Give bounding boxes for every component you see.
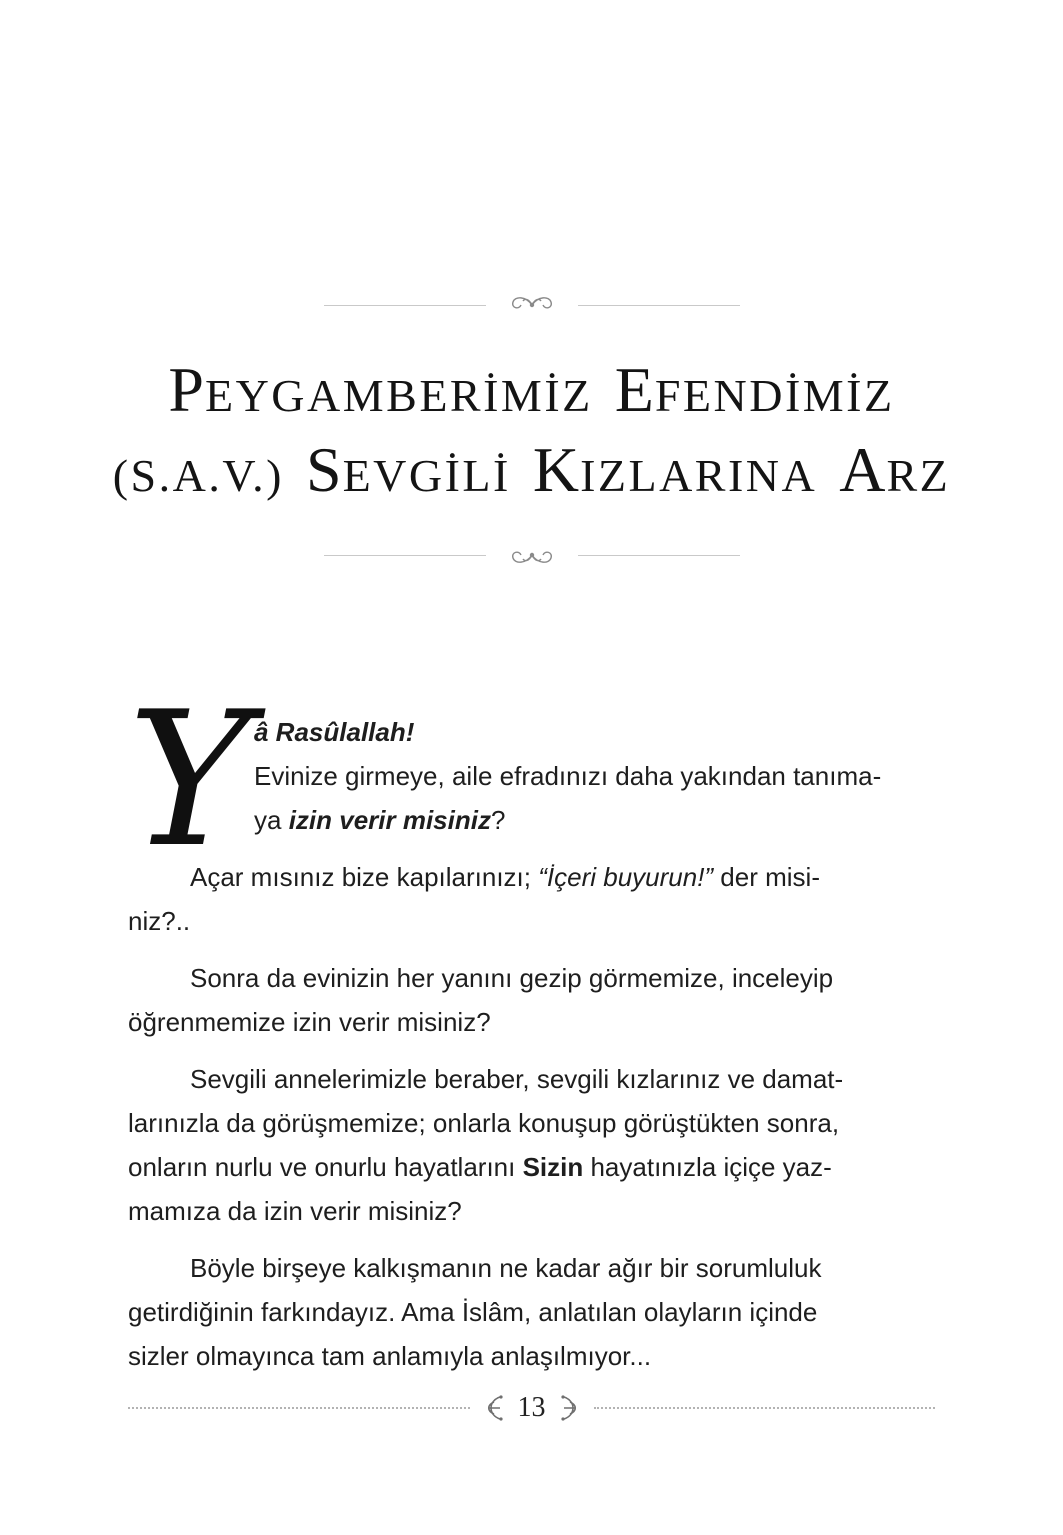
text-run: Sonra da evinizin her yanını gezip görmemize, inceleyip [190, 963, 834, 993]
title-line-1 [0, 354, 1063, 425]
text-run: hayatınızla içiçe yaz- [583, 1152, 832, 1182]
text-run: â Rasûlallah! [254, 717, 415, 747]
text-run: Böyle birşeye kalkışmanın ne kadar ağır bir sorumluluk [190, 1253, 822, 1283]
text-run: mamıza da izin verir misiniz? [128, 1196, 462, 1226]
paragraph [128, 1246, 938, 1378]
rule-line-left [324, 305, 486, 306]
title-word: SEVGİLİ [305, 434, 511, 505]
chapter-header [0, 294, 1063, 566]
title-line-2 [0, 434, 1063, 505]
rule-line-right [578, 305, 740, 306]
text-run: sizler olmayınca tam anlamıyla anlaşılmıyor... [128, 1341, 652, 1371]
page-footer [128, 1392, 935, 1424]
title-word: PEYGAMBERİMİZ [168, 354, 593, 425]
text-run: Sevgili annelerimizle beraber, sevgili kızlarınız ve damat- [190, 1064, 844, 1094]
header-rule-bottom [0, 544, 1063, 566]
drop-cap: Y [128, 671, 251, 888]
scroll-ornament-icon [492, 544, 572, 566]
rule-line-left [324, 555, 486, 556]
footer-dotted-line-left [128, 1407, 470, 1409]
title-word: EFENDİMİZ [614, 354, 895, 425]
paragraph [128, 1057, 938, 1233]
text-run: Açar mısınız bize kapılarınızı; [190, 862, 539, 892]
text-run: izin verir misiniz [288, 805, 491, 835]
text-run: ? [490, 805, 506, 835]
text-run: Sizin [522, 1152, 584, 1182]
footer-ornament-left-icon [478, 1393, 506, 1423]
text-run: öğrenmemize izin verir misiniz? [128, 1007, 491, 1037]
page-number: 13 [517, 1392, 546, 1423]
scroll-ornament-icon [492, 294, 572, 316]
text-run: Evinize girmeye, aile efradınızı daha yakından tanıma- [254, 761, 882, 791]
text-run: niz?.. [128, 906, 191, 936]
text-run: getirdiğinin farkındayız. Ama İslâm, anlatılan olayların içinde [128, 1297, 818, 1327]
title-word: ARZ [839, 434, 951, 505]
text-run: ya [254, 805, 289, 835]
title-word: KIZLARINA [532, 434, 818, 505]
text-run: larınızla da görüşmemize; onlarla konuşup görüştükten sonra, [128, 1108, 840, 1138]
paragraph [128, 956, 938, 1044]
body-text [128, 671, 938, 1391]
text-run: der misi- [713, 862, 820, 892]
rule-line-right [578, 555, 740, 556]
footer-dotted-line-right [594, 1407, 936, 1409]
text-run: onların nurlu ve onurlu hayatlarını [128, 1152, 523, 1182]
paragraph [128, 855, 938, 943]
footer-ornament-right-icon [558, 1393, 586, 1423]
header-rule-top [0, 294, 1063, 316]
text-run: “İçeri buyurun!” [538, 862, 714, 892]
title-word: (S.A.V.) [112, 450, 284, 501]
paragraphs [128, 671, 938, 1378]
